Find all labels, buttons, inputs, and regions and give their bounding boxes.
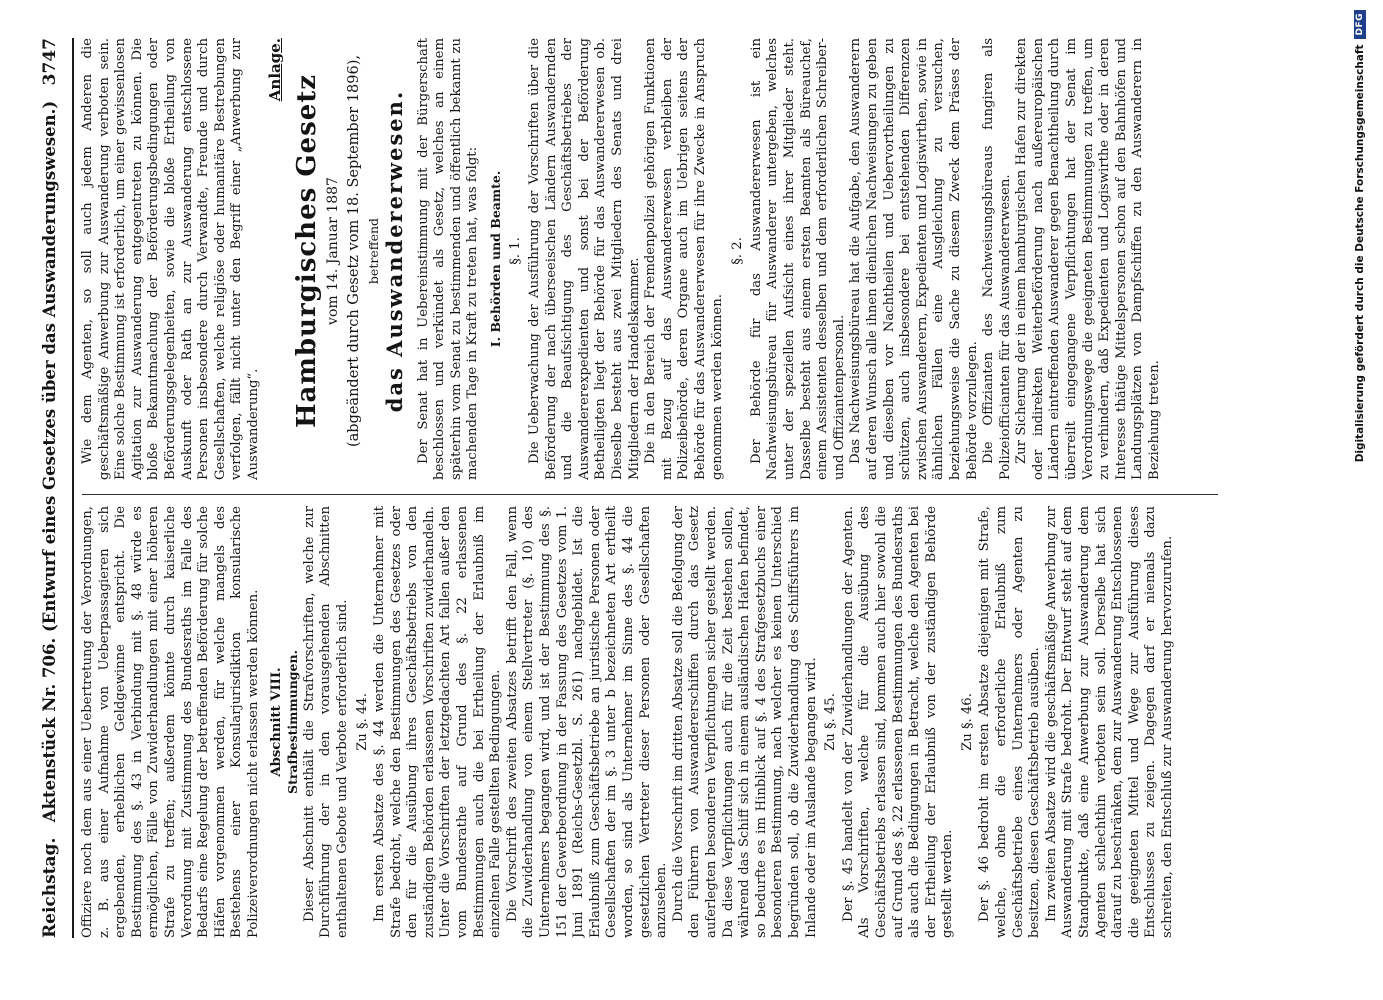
dfg-logo: DFG bbox=[1354, 10, 1366, 39]
paragraph-1-number: §. 1. bbox=[508, 237, 524, 265]
body-paragraph: Durch die Vorschrift im dritten Absatze soll die Befolgung der den Führern von Auswandererschiffen durch das Gesetz auferlegten besonderen Verpflichtungen sicher gestellt werden. Da diese Verpflichtungen auch für die Zeit bestehen sollen, während das Schiff sich in einem ausländischen Hafen befindet, so bedurfte es im Hinblick auf §. 4 des Strafgesetzbuchs einer besonderen Bestimmung, nach welcher es keinen Unterschied begründen soll, ob die Zuwiderhandlung des Schiffsführers im Inlande oder im Auslande begangen wird. bbox=[670, 506, 819, 938]
footer-text: Digitalisierung gefördert durch die Deutsche Forschungsgemeinschaft bbox=[1354, 44, 1366, 463]
paragraph-reference: Zu §. 44. bbox=[354, 693, 370, 751]
body-paragraph: Die Vorschrift des zweiten Absatzes betrifft den Fall, wenn die Zuwiderhandlung von einem Stellvertreter (§. 10) des Unternehmers begangen wird, und ist der Bestimmung des §. 151 der Gewerbeordnung in der Fassung des Gesetzes vom 1. Juni 1891 (Reichs-Gesetzbl. S. 261) nachgebildet. Ist die Erlaubniß zum Geschäftsbetriebe an juristische Personen oder Gesellschaften der im §. 3 unter b bezeichneten Art ertheilt worden, so sind als Unternehmer im Sinne des §. 44 die gesetzlichen Vertreter dieser Personen oder Gesellschaften anzusehen. bbox=[504, 506, 670, 938]
right-column bbox=[80, 38, 1220, 480]
body-paragraph: Im ersten Absatze des §. 44 werden die Unternehmer mit Strafe bedroht, welche den Bestimmungen des Gesetzes oder den für die Ausübung ihres Geschäftsbetriebs von den zuständigen Behörden erlassenen Vorschriften zuwiderhandeln. Unter die Vorschriften der letztgedachten Art fallen außer den vom Bundesrathe auf Grund des §. 22 erlassenen Bestimmungen auch die bei Ertheilung der Erlaubniß im einzelnen Falle gestellten Bedingungen. bbox=[372, 506, 504, 938]
anlage-heading: Anlage. bbox=[265, 38, 284, 102]
law-subject: das Auswandererwesen. bbox=[381, 89, 407, 413]
law-betreffend: betreffend bbox=[366, 217, 382, 285]
section-subheading: Strafbestimmungen. bbox=[285, 650, 301, 794]
body-paragraph: Der §. 45 handelt von der Zuwiderhandlungen der Agenten. Als Vorschriften, welche für die Ausübung des Geschäftsbetriebs erlassen sind, kommen auch hier sowohl die auf Grund des §. 22 erlassenen Bestimmungen des Bundesraths als auch die Bedingungen in Betracht, welche den Agenten bei der Ertheilung der Erlaubniß von der zuständigen Behörde gestellt werden. bbox=[840, 506, 956, 938]
section-heading: Abschnitt VIII. bbox=[268, 667, 284, 777]
page-number: 3747 bbox=[40, 38, 60, 86]
body-paragraph: Offiziere noch dem aus einer Uebertretung der Verordnungen, z. B. aus einer Aufnahme von Ueberpassagieren sich ergebenden, erheblichen Geldgewinne entspricht. Die Bestimmung des §. 43 in Verbindung mit §. 48 würde es ermöglichen, Fälle von Zuwiderhandlungen mit einer höheren Strafe zu treffen; außerdem könnte durch kaiserliche Verordnung mit Zustimmung des Bundesraths im Falle des Bedarfs eine Regelung der betreffenden Beförderung für solche Häfen vorgenommen werden, für welche mangels des Bestehens einer Konsularjurisdiktion konsularische Polizeiverordnungen nicht erlassen werden können. bbox=[80, 506, 261, 938]
section-title: I. Behörden und Beamte. bbox=[487, 170, 503, 348]
paragraph-reference: Zu §. 46. bbox=[959, 693, 975, 751]
body-paragraph: Im zweiten Absatze wird die geschäftsmäßige Anwerbung zur Auswanderung mit Strafe bedroht. Der Entwurf steht auf dem Standpunkte, daß eine Anwerbung zur Auswanderung dem Agenten schlechthin verboten sein soll. Derselbe hat sich darauf zu beschränken, dem zur Auswanderung Entschlossenen die geeigneten Mittel und Wege zur Ausführung dieses Entschlusses zu zeigen. Dagegen darf er niemals dazu schreiten, den Entschluß zur Auswanderung hervorzurufen. bbox=[1043, 506, 1175, 938]
paragraph-2-text-2: Das Nachweisungsbüreau hat die Aufgabe, den Auswanderern auf deren Wunsch alle ihnen dienlichen Nachweisungen zu geben und dieselben vor Nachtheilen und Uebervortheilungen zu schützen, auch insbesondere bei entstehenden Differenzen zwischen Auswanderern, Expedienten und Logiswirthen, sowie in ähnlichen Fällen eine Ausgleichung zu versuchen, beziehungsweise die Sache zu diesem Zweck dem Präses der Behörde vorzulegen. bbox=[848, 38, 980, 480]
right-intro: Wie dem Agenten, so soll auch jedem Anderen die geschäftsmäßige Anwerbung zur Auswanderung verboten sein. Eine solche Bestimmung ist erforderlich, um einer gewissenlosen Agitation zur Auswanderung entgegentreten zu können. Die bloße Bekanntmachung der Beförderungsbedingungen oder Beförderungsgelegenheiten, sowie die bloße Ertheilung von Auskunft oder Rath an zur Auswanderung entschlossene Personen insbesondere durch Verwandte, Freunde und durch Gesellschaften, welche religiöse oder humanitäre Bestrebungen verfolgen, fällt nicht unter den Begriff einer „Anwerbung zur Auswanderung“. bbox=[80, 38, 261, 480]
digitization-footer bbox=[1352, 10, 1368, 640]
law-date: vom 14. Januar 1887 bbox=[325, 177, 342, 325]
header-left: Reichstag. bbox=[40, 837, 60, 938]
left-column bbox=[80, 506, 1220, 938]
column-divider bbox=[82, 494, 1218, 495]
header-title: Aktenstück Nr. 706. (Entwurf eines Gesetzes über das Auswanderungswesen.) bbox=[40, 100, 59, 823]
law-preamble: Der Senat hat in Uebereinstimmung mit der Bürgerschaft beschlossen und verkündet als Gesetz, welches an einem späterhin vom Senat zu bestimmenden und öffentlich bekannt zu machenden Tage in Kraft zu treten hat, was folgt: bbox=[415, 38, 481, 480]
paragraph-reference: Zu §. 45. bbox=[823, 693, 839, 751]
law-amendment: (abgeändert durch Gesetz vom 18. September 1896), bbox=[345, 54, 362, 448]
paragraph-1-text: Die Ueberwachung der Ausführung der Vorschriften über die Beförderung der nach überseeischen Ländern Auswandernden und die Beaufsichtigung des Geschäftsbetriebes der Auswandererexpedienten und sonst bei der Beförderung Betheiligten liegt der Behörde für das Auswandererwesen ob. Dieselbe besteht aus zwei Mitgliedern des Senats und drei Mitgliedern der Handelskammer. bbox=[527, 38, 642, 480]
paragraph-2-text-3: Die Offizianten des Nachweisungsbüreaus fungiren als Polizeiofficianten für das Auswandererwesen. bbox=[981, 38, 1013, 480]
paragraph-2-text-4: Zur Sicherung der in einem hamburgischen Hafen zur direkten oder indirekten Weiterbeförderung nach außereuropäischen Ländern eintreffenden Auswanderer gegen Benachtheilung durch überreilt eingegangene Verpflichtungen hat der Senat im Verordnungswege die geeigneten Bestimmungen zu treffen, um zu verhindern, daß Expedienten und Logiswirthe oder in deren Interesse thätige Mittelspersonen schon auf den Bahnhöfen und Landungsplätzen von Dampfschiffen zu den Auswanderern in Beziehung treten. bbox=[1014, 38, 1163, 480]
body-paragraph: Dieser Abschnitt enthält die Strafvorschriften, welche zur Durchführung der in den vorausgehenden Abschnitten enthaltenen Gebote und Verbote erforderlich sind. bbox=[301, 506, 350, 938]
paragraph-2-text: Der Behörde für das Auswandererwesen ist ein Nachweisungsbüreau für Auswanderer untergeben, welches unter der speziellen Aufsicht eines ihrer Mitglieder steht. Dasselbe besteht aus einem ersten Beamten als Büreauchef, einem Assistenten desselben und dem erforderlichen Schreiber- und Offiziantenpersonal. bbox=[748, 38, 847, 480]
body-paragraph: Der §. 46 bedroht im ersten Absatze diejenigen mit Strafe, welche, ohne die erforderliche Erlaubniß zum Geschäftsbetriebe eines Unternehmers oder Agenten zu besitzen, diesen Geschäftsbetrieb ausüben. bbox=[977, 506, 1043, 938]
paragraph-2-number: §. 2. bbox=[730, 237, 746, 265]
header-rule bbox=[72, 38, 74, 938]
paragraph-1-text-2: Die in den Bereich der Fremdenpolizei gehörigen Funktionen mit Bezug auf das Auswandererwesen verbleiben der Polizeibehörde, deren Organe auch im Uebrigen seitens der Behörde für das Auswandererwesen für ihre Zwecke in Anspruch genommen werden können. bbox=[643, 38, 725, 480]
page-header bbox=[40, 38, 68, 938]
law-title: Hamburgisches Gesetz bbox=[292, 73, 323, 429]
